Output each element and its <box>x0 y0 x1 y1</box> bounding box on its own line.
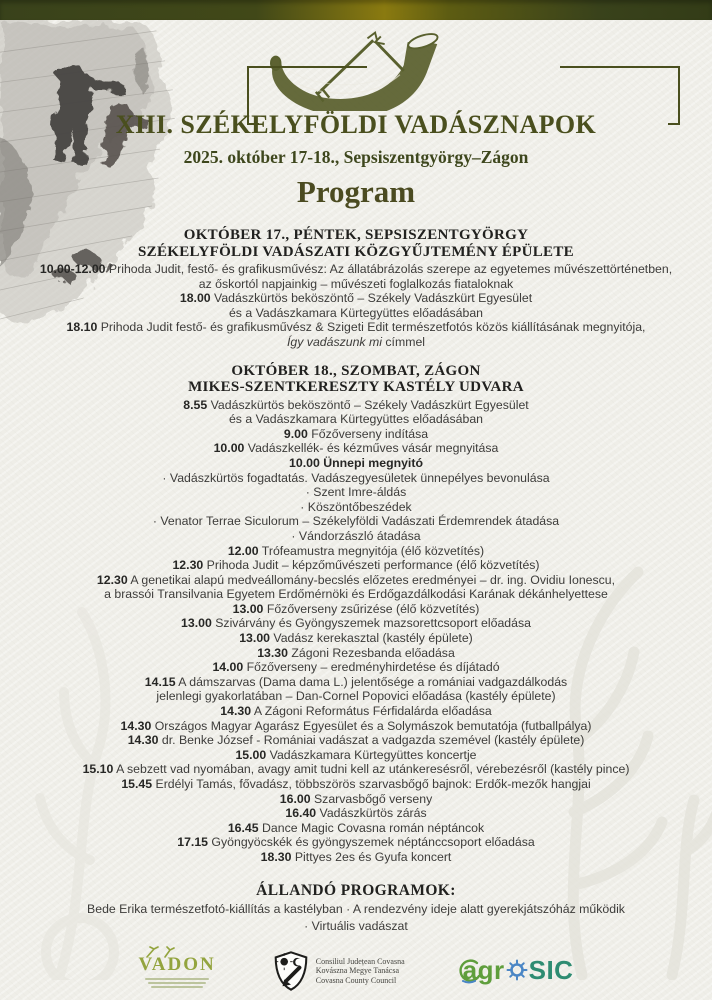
time-label: 12.00 <box>227 543 259 558</box>
event-text: és a Vadászkamara Kürtegyüttes előadásában <box>228 412 484 427</box>
schedule-line <box>18 587 694 602</box>
permanent-program-line: · Virtuális vadászat <box>304 918 408 933</box>
event-text: Dance Magic Covasna román néptáncok <box>258 820 485 835</box>
time-label: 18.10 <box>66 320 98 335</box>
vadon-logo <box>139 954 216 988</box>
agrosic-text-agr: agr <box>462 955 505 986</box>
county-logo-text <box>316 957 405 986</box>
time-label: 13.00 <box>181 616 212 631</box>
schedule-line <box>18 471 694 486</box>
time-label: 10.00-12.00 <box>39 262 106 276</box>
schedule-line <box>18 689 694 704</box>
schedule-line <box>18 291 694 306</box>
event-text: Gyöngyöcskék és gyöngyszemek néptánccsoport előadása <box>208 835 535 850</box>
time-label: 14.00 <box>212 660 244 675</box>
event-text: Országos Magyar Agarász Egyesület és a Solymászok bemutatója (futballpálya) <box>151 718 592 733</box>
time-label: 17.15 <box>177 835 209 850</box>
event-text: A Zágoni Református Férfidalárda előadása <box>251 704 492 719</box>
schedule-line <box>18 792 694 807</box>
schedule-line <box>18 646 694 661</box>
time-label: 9.00 <box>283 426 308 441</box>
top-accent-bar <box>0 0 712 20</box>
schedule-line <box>18 262 694 277</box>
time-label: 16.45 <box>227 820 259 835</box>
time-label: 13.00 <box>239 631 270 646</box>
schedule-line <box>18 456 694 471</box>
event-text: az őskortól napjainkig – művészeti foglalkozás fiataloknak <box>198 276 514 291</box>
event-text-bold: Ünnepi megnyitó <box>319 455 423 470</box>
event-text: Prihoda Judit festő- és grafikusművész & Szigeti Edit természetfotós közös kiállításának megnyitója, <box>97 320 646 335</box>
vadon-logo-text: VADON <box>138 953 216 975</box>
event-text: Vadászkürtös beköszöntő – Székely Vadászkürt Egyesület <box>207 397 529 412</box>
schedule-line <box>18 602 694 617</box>
schedule-line <box>18 441 694 456</box>
schedule-line <box>18 320 694 335</box>
time-label: 18.30 <box>260 849 292 864</box>
schedule-line <box>18 821 694 836</box>
program-heading: Program <box>296 174 416 209</box>
event-text: Vadászkamara Kürtegyüttes koncertje <box>266 747 477 762</box>
schedule-line <box>18 412 694 427</box>
agrosic-text-sic: SIC <box>528 955 574 986</box>
schedule-line <box>18 748 694 763</box>
schedule-line <box>18 631 694 646</box>
schedule-line <box>18 850 694 865</box>
day2-heading-line2: MIKES-SZENTKERESZTY KASTÉLY UDVARA <box>188 379 524 396</box>
event-text: Vadász kerekasztal (kastély épülete) <box>270 631 473 646</box>
event-text: címmel <box>381 334 426 349</box>
schedule-line <box>18 529 694 544</box>
event-text: · Venator Terrae Siculorum – Székelyföldi Vadászati Érdemrendek átadása <box>152 514 560 529</box>
vadon-logo-subtext <box>139 978 216 988</box>
event-text: dr. Benke József - Romániai vadászat a vadgazda szemével (kastély épülete) <box>158 733 585 748</box>
event-text: Vadászkürtös beköszöntő – Székely Vadászkürt Egyesület <box>210 291 533 306</box>
day2-heading <box>18 363 694 396</box>
time-label: 14.30 <box>120 718 152 733</box>
event-text: a brassói Transilvania Egyetem Erdőmérnöki és Erdőgazdálkodási Karának dékánhelyettese <box>104 587 608 602</box>
time-label: 14.15 <box>144 674 176 689</box>
schedule-line <box>18 398 694 413</box>
event-text: · Szent Imre-áldás <box>305 485 407 500</box>
time-label: 14.30 <box>127 733 159 748</box>
covasna-county-logo <box>274 950 405 992</box>
day2-heading-line1: OKTÓBER 18., SZOMBAT, ZÁGON <box>231 362 481 379</box>
time-label: 12.30 <box>96 572 128 587</box>
day1-heading-line2: SZÉKELYFÖLDI VADÁSZATI KÖZGYŰJTEMÉNY ÉPÜLETE <box>138 243 574 260</box>
event-text: Vadászkürtös zárás <box>316 806 427 821</box>
permanent-programs-heading: ÁLLANDÓ PROGRAMOK: <box>256 881 456 899</box>
day1-schedule-lines <box>18 262 694 350</box>
agrosic-gear-icon <box>506 959 528 981</box>
event-text: Zágoni Rezesbanda előadása <box>287 645 455 660</box>
time-label: 10.00 <box>289 455 320 470</box>
schedule-line <box>18 427 694 442</box>
event-text: Erdélyi Tamás, fővadász, többszörös szarvasbőgő bajnok: Erdők-mezők hangjai <box>152 777 591 791</box>
event-date-location: 2025. október 17-18., Sepsiszentgyörgy–Zágon <box>183 147 529 167</box>
event-text: · Vándorzászló átadása <box>291 528 421 543</box>
event-text: A genetikai alapú medveállomány-becslés előzetes eredményei – dr. ing. Ovidiu Ionescu, <box>127 572 616 587</box>
schedule-day-2 <box>0 363 712 865</box>
event-text: Szarvasbőgő verseny <box>310 791 433 806</box>
event-text: és a Vadászkamara Kürtegyüttes előadásában <box>228 305 484 320</box>
vadon-antler-icon <box>145 946 175 958</box>
time-label: 8.55 <box>183 397 208 412</box>
event-text: Szivárvány és Gyöngyszemek mazsorettcsoport előadása <box>211 616 531 631</box>
schedule-line <box>18 277 694 292</box>
event-text: Főzőverseny indítása <box>307 426 429 441</box>
event-text: Trófeamustra megnyitója (élő közvetítés) <box>258 543 485 558</box>
header <box>0 20 712 224</box>
event-text: · Vadászkürtös fogadtatás. Vadászegyesületek ünnepélyes bevonulása <box>162 470 550 485</box>
event-text: Prihoda Judit, festő- és grafikusművész: Az állatábrázolás szerepe az egyetemes művészettörténetben, <box>105 262 673 276</box>
schedule-line <box>18 306 694 321</box>
schedule-line <box>18 514 694 529</box>
event-text: Pittyes 2es és Gyufa koncert <box>291 849 452 864</box>
day1-heading-line1: OKTÓBER 17., PÉNTEK, SEPSISZENTGYÖRGY <box>183 227 529 243</box>
agrosic-logo <box>463 955 574 986</box>
schedule-day-1 <box>0 227 712 350</box>
schedule-line <box>18 500 694 515</box>
schedule-line <box>18 762 694 777</box>
county-line-ro: Consiliul Județean Covasna <box>315 956 405 966</box>
time-label: 15.45 <box>121 777 153 791</box>
event-title: XIII. SZÉKELYFÖLDI VADÁSZNAPOK <box>115 110 597 139</box>
county-shield-icon <box>274 950 308 992</box>
schedule-line <box>18 806 694 821</box>
schedule-line <box>18 485 694 500</box>
event-text: jelenlegi gyakorlatában – Dan-Cornel Popovici előadása (kastély épülete) <box>156 689 556 704</box>
schedule-line <box>18 558 694 573</box>
time-label: 12.30 <box>172 558 204 573</box>
footer-logos <box>0 950 712 992</box>
time-label: 18.00 <box>179 291 211 306</box>
permanent-program-line: Bede Erika természetfotó-kiállítás a kastélyban · A rendezvény ideje alatt gyerekjátszóház működik <box>87 901 625 916</box>
schedule-line <box>18 777 694 792</box>
schedule-line <box>18 704 694 719</box>
event-text: Prihoda Judit – képzőművészeti performance (élő közvetítés) <box>203 558 540 573</box>
schedule-line <box>18 544 694 559</box>
day1-heading <box>18 227 694 260</box>
county-line-hu: Kovászna Megye Tanácsa <box>315 966 400 976</box>
time-label: 13.30 <box>257 645 288 660</box>
event-text: A dámszarvas (Dama dama L.) jelentősége a romániai vadgazdálkodás <box>175 674 568 689</box>
schedule-line <box>18 835 694 850</box>
event-text-italic: Így vadászunk mi <box>286 334 382 349</box>
time-label: 15.00 <box>235 747 267 762</box>
time-label: 13.00 <box>232 601 264 616</box>
time-label: 16.00 <box>279 791 311 806</box>
event-text: A sebzett vad nyomában, avagy amit tudni kell az utánkeresésről, vérebezésről (kastély pince) <box>113 762 630 777</box>
time-label: 15.10 <box>82 762 114 777</box>
county-line-en: Covasna County Council <box>315 975 397 985</box>
schedule-line <box>18 733 694 748</box>
schedule-line <box>18 660 694 675</box>
time-label: 16.40 <box>285 806 317 821</box>
event-text: Vadászkellék- és kézműves vásár megnyitása <box>244 441 499 456</box>
schedule-line <box>18 335 694 350</box>
event-text: · Köszöntőbeszédek <box>300 499 412 514</box>
agrosic-swoosh-icon <box>457 958 481 984</box>
day2-schedule-lines <box>18 398 694 865</box>
schedule-line <box>18 573 694 588</box>
time-label: 14.30 <box>220 704 252 719</box>
schedule-line <box>18 675 694 690</box>
schedule-line <box>18 719 694 734</box>
event-text: Főzőverseny zsűrizése (élő közvetítés) <box>263 601 480 616</box>
permanent-programs <box>0 882 712 934</box>
schedule-line <box>18 616 694 631</box>
event-text: Főzőverseny – eredményhirdetése és díjátadó <box>243 660 500 675</box>
time-label: 10.00 <box>213 441 245 456</box>
